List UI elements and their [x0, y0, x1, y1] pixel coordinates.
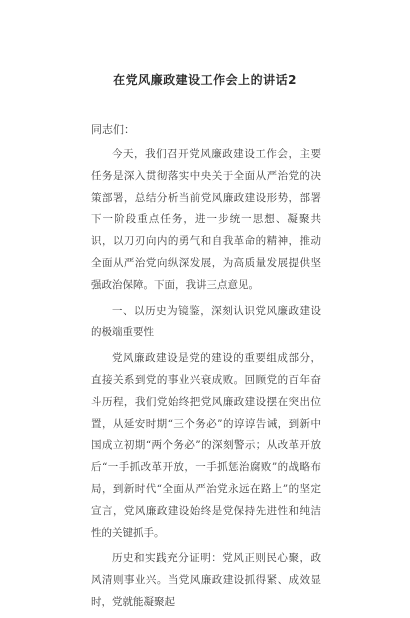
paragraph-history: 党风廉政建设是党的建设的重要组成部分，直接关系到党的事业兴衰成败。回顾党的百年奋斗历程，我们党始终把党风廉政建设摆在突出位置，从延安时期“三个务必”的谆谆告诫，到新中国成立初期“两个务必”的深刻警示；从改革开放后“一手抓改革开放，一手抓惩治腐败”的战略布局，到新时代“全面从严治党永远在路上”的坚定宣言，党风廉政建设始终是党保持先进性和纯洁性的关键抓手。	[91, 352, 321, 539]
paragraph-opening: 今天，我们召开党风廉政建设工作会，主要任务是深入贯彻落实中央关于全面从严治党的决策部署，总结分析当前党风廉政建设形势，部署下一阶段重点任务，进一步统一思想、凝聚共识，以刀刃向内的勇气和自我革命的精神，推动全面从严治党向纵深发展，为高质量发展提供坚强政治保障。下面，我讲三点意见。	[91, 148, 321, 291]
salutation: 同志们：	[91, 123, 135, 136]
paragraph-evidence: 历史和实践充分证明：党风正则民心聚，政风清则事业兴。当党风廉政建设抓得紧、成效显时，党就能凝聚起	[91, 552, 321, 608]
section-heading-1: 一、以历史为镜鉴，深刻认识党风廉政建设的极端重要性	[91, 304, 321, 339]
document-body	[91, 144, 321, 618]
document-title: 在党风廉政建设工作会上的讲话2	[113, 73, 297, 87]
